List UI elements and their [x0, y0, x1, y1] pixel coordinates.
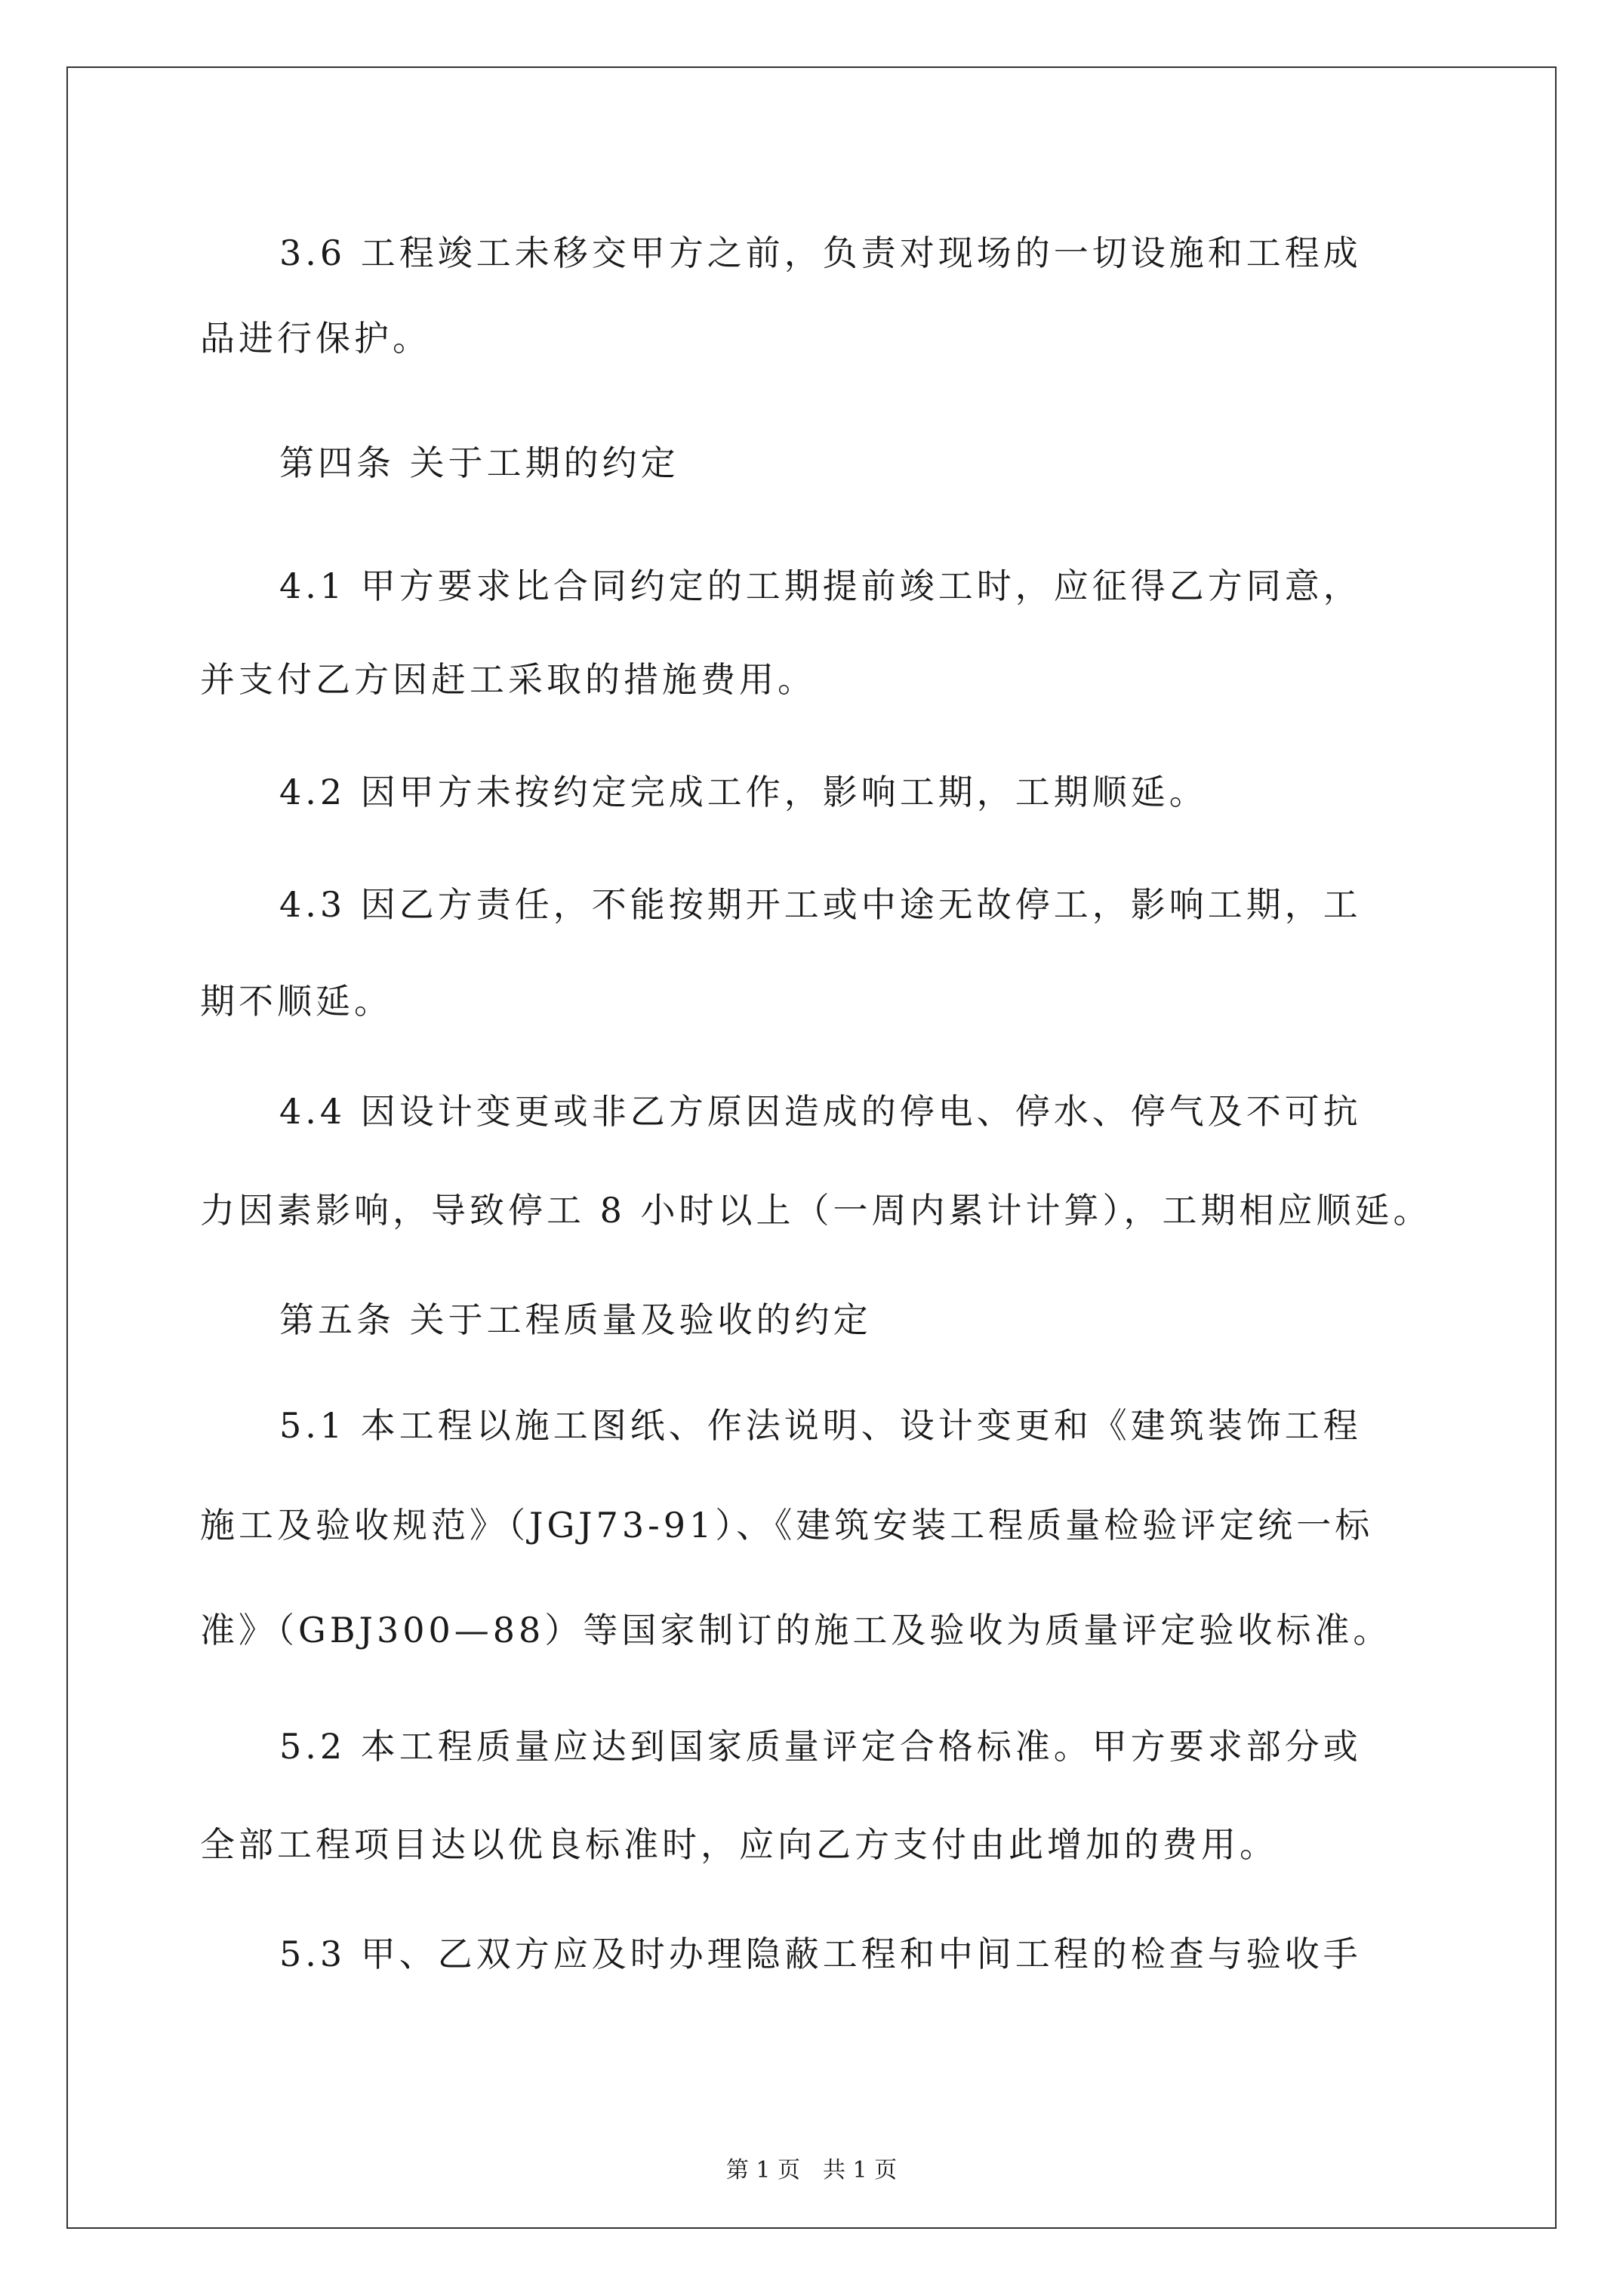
clause-5-1-line-2: 施工及验收规范》（JGJ73-91）、《建筑安装工程质量检验评定统一标	[200, 1505, 1374, 1546]
clause-4-3-line-2: 期不顺延。	[200, 981, 393, 1022]
clause-4-3-line-1: 4.3 因乙方责任，不能按期开工或中途无故停工，影响工期，工	[279, 884, 1362, 925]
clause-5-2-line-2: 全部工程项目达以优良标准时，应向乙方支付由此增加的费用。	[200, 1824, 1278, 1865]
clause-3-6-line-1: 3.6 工程竣工未移交甲方之前，负责对现场的一切设施和工程成	[279, 233, 1362, 273]
clause-4-2: 4.2 因甲方未按约定完成工作，影响工期，工期顺延。	[279, 772, 1208, 812]
page-number-footer: 第 1 页 共 1 页	[725, 2157, 898, 2184]
clause-5-3-line-1: 5.3 甲、乙双方应及时办理隐蔽工程和中间工程的检查与验收手	[279, 1934, 1362, 1974]
page-border	[66, 66, 1557, 2229]
clause-4-4-line-1: 4.4 因设计变更或非乙方原因造成的停电、停水、停气及不可抗	[279, 1091, 1362, 1132]
clause-4-1-line-2: 并支付乙方因赶工采取的措施费用。	[200, 659, 816, 700]
clause-3-6-line-2: 品进行保护。	[200, 318, 431, 359]
clause-5-1-line-3: 准》（GBJ300—88）等国家制订的施工及验收为质量评定验收标准。	[200, 1610, 1392, 1650]
article-4-heading: 第四条 关于工期的约定	[279, 442, 679, 483]
clause-5-2-line-1: 5.2 本工程质量应达到国家质量评定合格标准。甲方要求部分或	[279, 1726, 1362, 1767]
article-5-heading: 第五条 关于工程质量及验收的约定	[279, 1299, 872, 1340]
clause-5-1-line-1: 5.1 本工程以施工图纸、作法说明、设计变更和《建筑装饰工程	[279, 1405, 1362, 1446]
clause-4-4-line-2: 力因素影响，导致停工 8 小时以上（一周内累计计算），工期相应顺延。	[200, 1190, 1432, 1231]
clause-4-1-line-1: 4.1 甲方要求比合同约定的工期提前竣工时，应征得乙方同意，	[279, 566, 1362, 606]
